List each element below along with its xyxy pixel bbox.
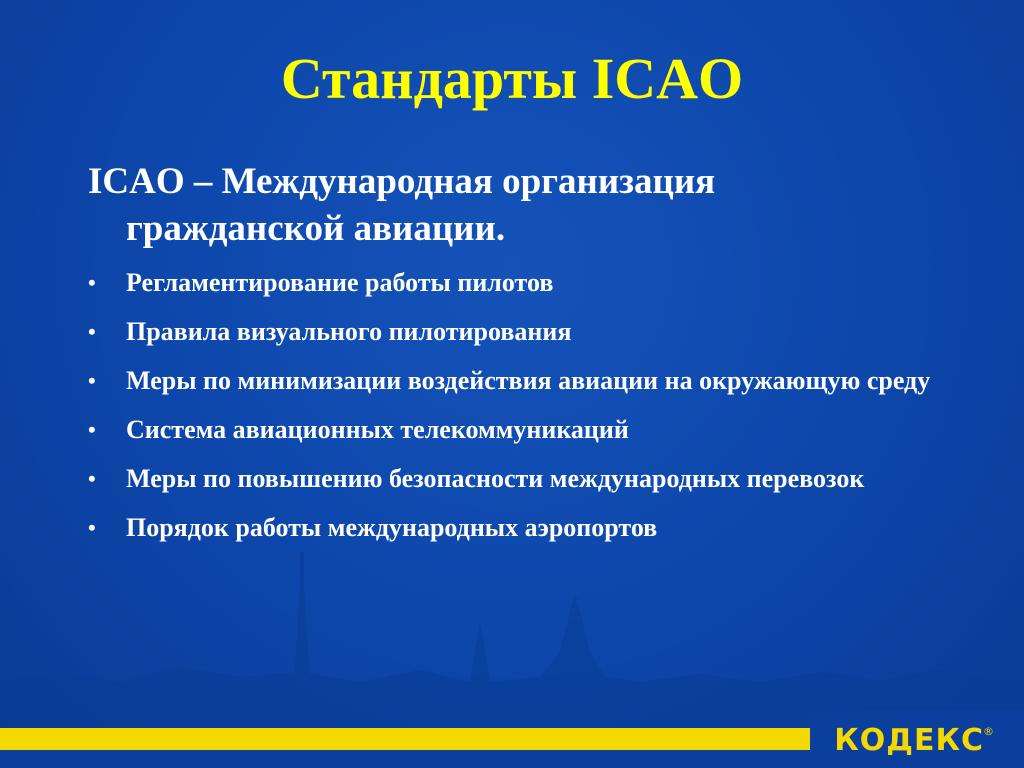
bullet-text: Меры по повышению безопасности международных перевозок (126, 464, 865, 493)
bullet-text: Порядок работы международных аэропортов (126, 513, 658, 542)
bullet-list (86, 266, 986, 560)
bullet-text: Правила визуального пилотирования (126, 317, 572, 346)
bullet-item (86, 413, 986, 447)
bullet-item (86, 511, 986, 545)
bullet-dot: • (88, 466, 96, 491)
bullet-dot: • (88, 368, 96, 393)
bullet-text: Регламентирование работы пилотов (126, 268, 554, 297)
bullet-dot: • (88, 319, 96, 344)
bullet-item (86, 462, 986, 496)
bullet-item (86, 266, 986, 300)
intro-line-1: ICAO – Международная организация (88, 161, 716, 202)
footer-bottom-strip (0, 750, 810, 768)
bullet-dot: • (88, 270, 96, 295)
intro-definition (88, 158, 968, 252)
logo-container (810, 710, 1024, 768)
intro-line-2: гражданской авиации. (126, 208, 506, 249)
bullet-dot: • (88, 515, 96, 540)
bullet-text: Система авиационных телекоммуникаций (126, 415, 629, 444)
registered-mark: ® (983, 725, 994, 738)
bullet-item (86, 364, 986, 398)
bullet-dot: • (88, 417, 96, 442)
bullet-item (86, 315, 986, 349)
slide-title: Стандарты ICAO (280, 46, 744, 111)
kodeks-logo: КОДЕКС (834, 723, 984, 758)
city-skyline-silhouette (0, 532, 1024, 732)
bullet-text: Меры по минимизации воздействия авиации на окружающую среду (126, 366, 931, 395)
